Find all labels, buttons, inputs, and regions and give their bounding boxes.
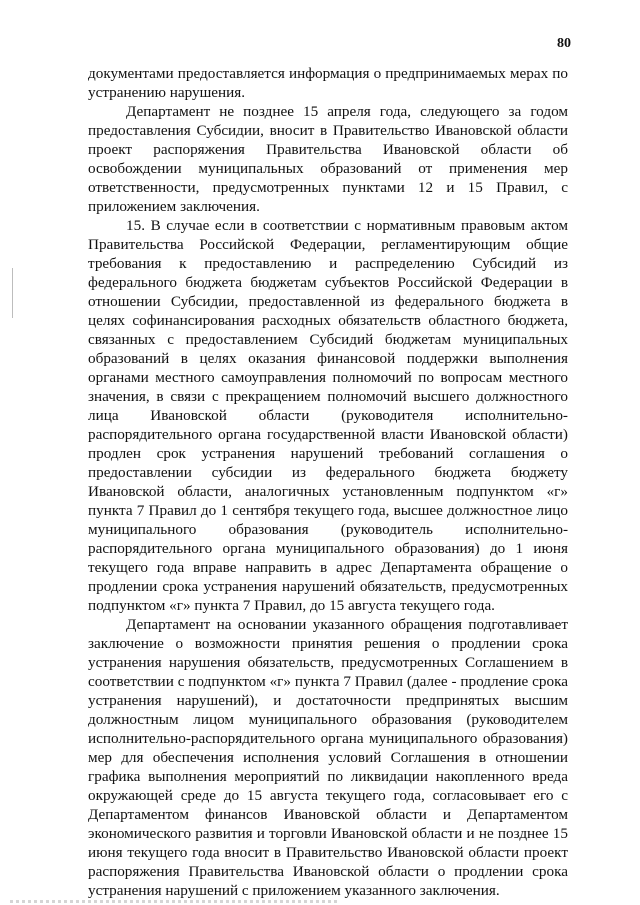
paragraph-department-conclusion: Департамент на основании указанного обращения подготавливает заключение о возможности принятия решения о продлении срока устранения нарушения обязательств, предусмотренных Соглашением в соответствии с подпунктом «г» пункта 7 Правил (далее - продление срока устранения нарушений), и достаточности предпринятых высшим должностным лицом муниципального образования (руководителем исполнительно-распорядительного органа муниципального образования) мер для обеспечения исполнения условий Соглашения в отношении графика выполнения мероприятий по ликвидации накопленного вреда окружающей среде до 15 августа текущего года, согласовывает его с Департаментом финансов Ивановской области и Департаментом экономического развития и торговли Ивановской области и не позднее 15 июня текущего года вносит в Правительство Ивановской области проект распоряжения Правительства Ивановской области о продлении срока устранения нарушений с приложением указанного заключения. <box>88 616 568 899</box>
paragraph-department-deadline: Департамент не позднее 15 апреля года, следующего за годом предоставления Субсидии, вносит в Правительство Ивановской области проект распоряжения Правительства Ивановской области об освобождении муниципальных образований от применения мер ответственности, предусмотренных пунктами 12 и 15 Правил, с приложением заключения. <box>88 103 568 215</box>
scan-artifact-mark <box>12 268 13 318</box>
scan-artifact-footer <box>10 900 340 903</box>
paragraph-continuation: документами предоставляется информация о предпринимаемых мерах по устранению нарушения. <box>88 65 568 101</box>
paragraph-clause-15: 15. В случае если в соответствии с нормативным правовым актом Правительства Российской Федерации, регламентирующим общие требования к предоставлению и распределению Субсидий из федерального бюджета бюджетам субъектов Российской Федерации в отношении Субсидии, предоставленной из федерального бюджета в целях софинансирования расходных обязательств областного бюджета, связанных с предоставлением Субсидий бюджетам муниципальных образований в целях оказания финансовой поддержки выполнения органами местного самоуправления полномочий по вопросам местного значения, в связи с прекращением полномочий высшего должностного лица Ивановской области (руководителя исполнительно-распорядительного органа государственной власти Ивановской области) продлен срок устранения нарушений требований соглашения о предоставлении субсидии из федерального бюджета бюджету Ивановской области, аналогичных установленным подпунктом «г» пункта 7 Правил до 1 сентября текущего года, высшее должностное лицо муниципального образования (руководитель исполнительно-распорядительного органа муниципального образования) до 1 июня текущего года вправе направить в адрес Департамента обращение о продлении срока устранения нарушений обязательств, предусмотренных подпунктом «г» пункта 7 Правил, до 15 августа текущего года. <box>88 217 568 614</box>
document-body <box>88 64 568 900</box>
page-number: 80 <box>557 36 571 51</box>
